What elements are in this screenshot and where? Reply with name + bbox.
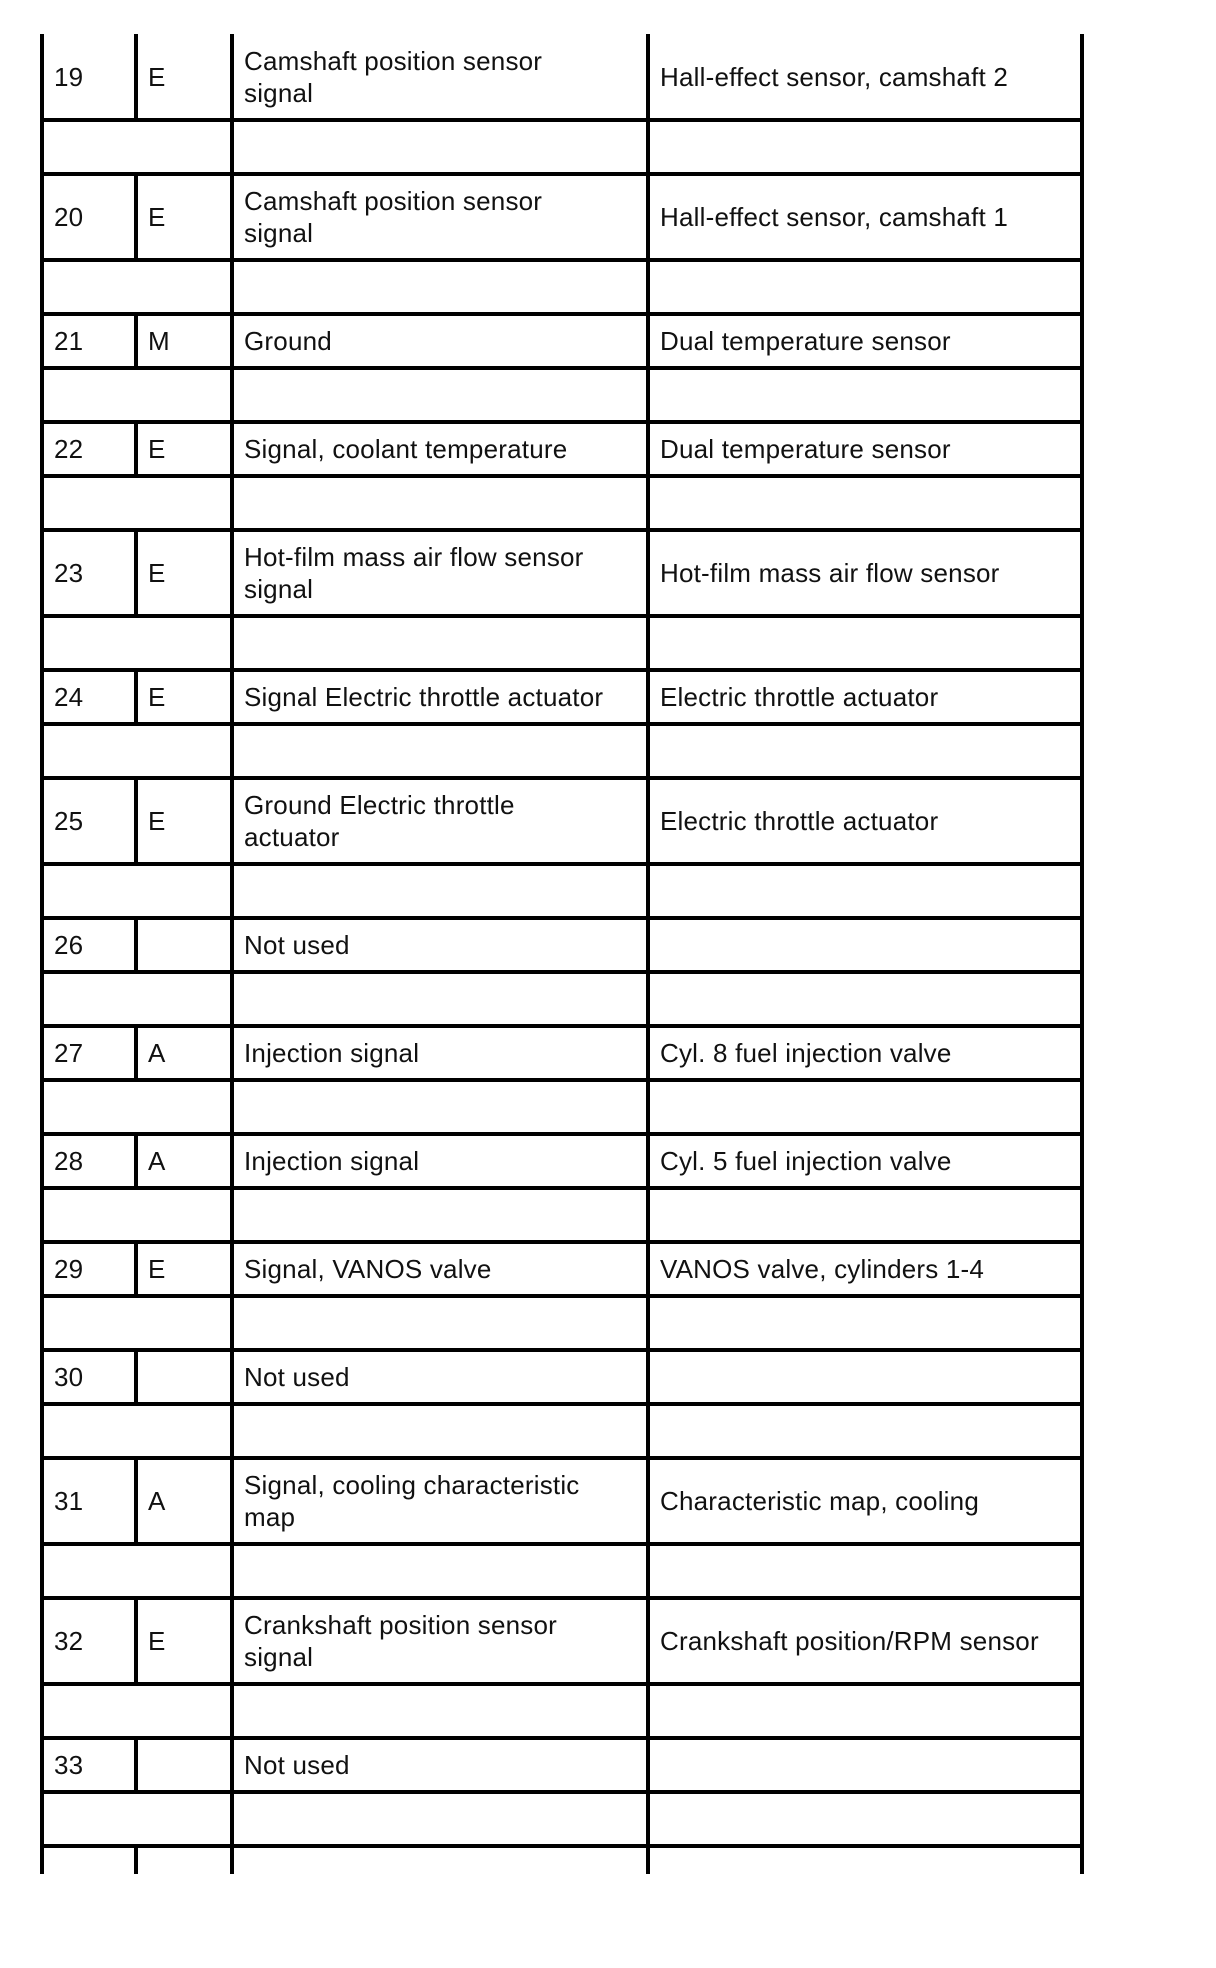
- signal-type-cell: [148, 530, 230, 616]
- column-divider: [646, 368, 650, 422]
- component-cell: [660, 34, 1080, 120]
- column-divider: [1080, 1544, 1084, 1598]
- pin-number-cell: [54, 918, 134, 972]
- signal-type-cell: [148, 1134, 230, 1188]
- column-divider: [40, 174, 44, 260]
- description: [244, 1609, 557, 1673]
- description-cell: [244, 1026, 646, 1080]
- column-divider: [646, 1544, 650, 1598]
- signal-type: E: [148, 1254, 166, 1284]
- description: [244, 1469, 580, 1533]
- description-line: Not used: [244, 1362, 350, 1392]
- description-line: signal: [244, 1642, 314, 1672]
- pin-number-cell: [54, 1026, 134, 1080]
- component-cell: [660, 670, 1080, 724]
- component: Dual temperature sensor: [660, 326, 951, 356]
- column-divider: [646, 314, 650, 368]
- description-cell: [244, 314, 646, 368]
- column-divider: [1080, 174, 1084, 260]
- description-line: Not used: [244, 1750, 350, 1780]
- column-divider: [40, 476, 44, 530]
- column-divider: [40, 1026, 44, 1080]
- component-cell: [660, 1134, 1080, 1188]
- description-cell: [244, 1350, 646, 1404]
- signal-type: E: [148, 62, 166, 92]
- column-divider: [40, 778, 44, 864]
- row-border: [40, 1844, 1084, 1848]
- column-divider: [230, 864, 234, 918]
- description-line: Not used: [244, 930, 350, 960]
- component: Hall-effect sensor, camshaft 1: [660, 202, 1009, 232]
- column-divider: [646, 1792, 650, 1846]
- pin-number: 21: [54, 326, 84, 356]
- column-divider: [230, 1684, 234, 1738]
- column-divider: [1080, 260, 1084, 314]
- column-divider: [230, 34, 234, 120]
- description-cell: [244, 1458, 646, 1544]
- column-divider: [230, 1134, 234, 1188]
- column-divider: [134, 34, 138, 120]
- column-divider: [134, 174, 138, 260]
- column-divider: [646, 422, 650, 476]
- signal-type: E: [148, 1626, 166, 1656]
- column-divider: [646, 1598, 650, 1684]
- column-divider: [40, 1738, 44, 1792]
- description: [244, 185, 542, 249]
- column-divider: [646, 1242, 650, 1296]
- column-divider: [40, 1188, 44, 1242]
- column-divider-continuation: [40, 1846, 44, 1874]
- component: Crankshaft position/RPM sensor: [660, 1626, 1039, 1656]
- description: [244, 433, 567, 465]
- column-divider: [646, 530, 650, 616]
- component: Cyl. 8 fuel injection valve: [660, 1038, 952, 1068]
- column-divider: [1080, 1684, 1084, 1738]
- column-divider: [646, 1404, 650, 1458]
- description-line: Camshaft position sensor: [244, 46, 543, 76]
- column-divider: [1080, 724, 1084, 778]
- column-divider: [230, 1242, 234, 1296]
- description-line: Injection signal: [244, 1038, 420, 1068]
- column-divider: [40, 1350, 44, 1404]
- description-cell: [244, 918, 646, 972]
- column-divider: [646, 174, 650, 260]
- column-divider: [40, 616, 44, 670]
- signal-type-cell: [148, 174, 230, 260]
- column-divider: [646, 972, 650, 1026]
- signal-type: A: [148, 1486, 166, 1516]
- column-divider: [1080, 778, 1084, 864]
- column-divider: [230, 918, 234, 972]
- column-divider: [1080, 864, 1084, 918]
- signal-type-cell: [148, 1598, 230, 1684]
- pin-number-cell: [54, 1598, 134, 1684]
- description: [244, 681, 603, 713]
- column-divider: [40, 918, 44, 972]
- column-divider: [646, 260, 650, 314]
- description-line: Signal, VANOS valve: [244, 1254, 492, 1284]
- column-divider: [40, 1684, 44, 1738]
- column-divider: [646, 1080, 650, 1134]
- description: [244, 541, 584, 605]
- description-cell: [244, 778, 646, 864]
- description: [244, 1361, 350, 1393]
- column-divider: [40, 368, 44, 422]
- pin-number-cell: [54, 422, 134, 476]
- component: VANOS valve, cylinders 1-4: [660, 1254, 985, 1284]
- description-cell: [244, 174, 646, 260]
- signal-type: A: [148, 1146, 166, 1176]
- signal-type: E: [148, 202, 166, 232]
- description-cell: [244, 422, 646, 476]
- column-divider: [1080, 120, 1084, 174]
- column-divider: [1080, 1296, 1084, 1350]
- signal-type-cell: [148, 670, 230, 724]
- component-cell: [660, 1738, 1080, 1792]
- column-divider: [40, 530, 44, 616]
- description: [244, 325, 332, 357]
- column-divider: [1080, 1598, 1084, 1684]
- pin-number: 32: [54, 1626, 84, 1656]
- column-divider: [230, 1404, 234, 1458]
- description-line: signal: [244, 218, 314, 248]
- description-line: signal: [244, 574, 314, 604]
- column-divider: [1080, 1458, 1084, 1544]
- column-divider: [40, 1080, 44, 1134]
- description-cell: [244, 670, 646, 724]
- component-cell: [660, 778, 1080, 864]
- column-divider: [134, 1598, 138, 1684]
- column-divider: [646, 1738, 650, 1792]
- component-cell: [660, 174, 1080, 260]
- column-divider: [134, 778, 138, 864]
- description-cell: [244, 1738, 646, 1792]
- column-divider: [230, 1026, 234, 1080]
- column-divider: [646, 670, 650, 724]
- column-divider: [1080, 368, 1084, 422]
- description: [244, 1749, 350, 1781]
- column-divider: [134, 1242, 138, 1296]
- column-divider-continuation: [230, 1846, 234, 1874]
- column-divider: [646, 1296, 650, 1350]
- column-divider: [134, 422, 138, 476]
- column-divider: [230, 778, 234, 864]
- column-divider: [646, 1134, 650, 1188]
- pin-number-cell: [54, 34, 134, 120]
- pin-number-cell: [54, 1738, 134, 1792]
- description-cell: [244, 530, 646, 616]
- description-line: Signal Electric throttle actuator: [244, 682, 604, 712]
- description-line: Camshaft position sensor: [244, 186, 543, 216]
- component-cell: [660, 1350, 1080, 1404]
- column-divider: [646, 1458, 650, 1544]
- column-divider: [40, 1458, 44, 1544]
- column-divider: [40, 1598, 44, 1684]
- description-line: Signal, coolant temperature: [244, 434, 568, 464]
- column-divider: [646, 476, 650, 530]
- signal-type: E: [148, 434, 166, 464]
- column-divider: [1080, 670, 1084, 724]
- column-divider: [40, 972, 44, 1026]
- column-divider: [230, 1738, 234, 1792]
- column-divider-continuation: [134, 1846, 138, 1874]
- pin-number: 33: [54, 1750, 84, 1780]
- signal-type: A: [148, 1038, 166, 1068]
- column-divider: [1080, 1350, 1084, 1404]
- description-line: Hot-film mass air flow sensor: [244, 542, 584, 572]
- column-divider: [646, 724, 650, 778]
- signal-type-cell: [148, 34, 230, 120]
- column-divider: [646, 616, 650, 670]
- column-divider: [646, 1350, 650, 1404]
- column-divider: [1080, 476, 1084, 530]
- column-divider: [646, 1026, 650, 1080]
- description-line: Ground: [244, 326, 332, 356]
- component-cell: [660, 918, 1080, 972]
- column-divider: [230, 1188, 234, 1242]
- pin-number-cell: [54, 530, 134, 616]
- column-divider: [230, 120, 234, 174]
- description-cell: [244, 1242, 646, 1296]
- description-line: Crankshaft position sensor: [244, 1610, 558, 1640]
- signal-type-cell: [148, 1738, 230, 1792]
- column-divider: [40, 34, 44, 120]
- signal-type: E: [148, 806, 166, 836]
- description-line: map: [244, 1502, 296, 1532]
- column-divider: [230, 972, 234, 1026]
- column-divider: [1080, 616, 1084, 670]
- column-divider: [1080, 1738, 1084, 1792]
- component-cell: [660, 1598, 1080, 1684]
- pin-number: 19: [54, 62, 84, 92]
- component-cell: [660, 1026, 1080, 1080]
- pin-number-cell: [54, 1350, 134, 1404]
- column-divider: [134, 1134, 138, 1188]
- column-divider: [1080, 1188, 1084, 1242]
- pin-number-cell: [54, 1242, 134, 1296]
- column-divider: [134, 670, 138, 724]
- signal-type-cell: [148, 918, 230, 972]
- description-cell: [244, 1134, 646, 1188]
- column-divider: [230, 1350, 234, 1404]
- column-divider: [1080, 1792, 1084, 1846]
- pin-number: 28: [54, 1146, 84, 1176]
- column-divider: [134, 1350, 138, 1404]
- component: Hot-film mass air flow sensor: [660, 558, 1000, 588]
- pin-number: 26: [54, 930, 84, 960]
- description: [244, 789, 515, 853]
- column-divider: [230, 616, 234, 670]
- column-divider: [230, 476, 234, 530]
- column-divider: [230, 530, 234, 616]
- column-divider: [134, 1026, 138, 1080]
- description: [244, 1037, 419, 1069]
- column-divider: [230, 724, 234, 778]
- column-divider-continuation: [646, 1846, 650, 1874]
- pin-number: 25: [54, 806, 84, 836]
- column-divider: [230, 422, 234, 476]
- pin-number: 31: [54, 1486, 84, 1516]
- column-divider: [40, 422, 44, 476]
- column-divider-continuation: [1080, 1846, 1084, 1874]
- column-divider: [40, 724, 44, 778]
- column-divider: [40, 1792, 44, 1846]
- signal-type-cell: [148, 1350, 230, 1404]
- component: Dual temperature sensor: [660, 434, 951, 464]
- signal-type-cell: [148, 1458, 230, 1544]
- column-divider: [1080, 422, 1084, 476]
- description-line: Ground Electric throttle: [244, 790, 515, 820]
- column-divider: [1080, 34, 1084, 120]
- component-cell: [660, 422, 1080, 476]
- column-divider: [134, 314, 138, 368]
- component: Electric throttle actuator: [660, 682, 939, 712]
- column-divider: [646, 1684, 650, 1738]
- pin-number-cell: [54, 1458, 134, 1544]
- component: Characteristic map, cooling: [660, 1486, 979, 1516]
- column-divider: [646, 120, 650, 174]
- pin-number: 24: [54, 682, 84, 712]
- column-divider: [134, 918, 138, 972]
- column-divider: [40, 1134, 44, 1188]
- component-cell: [660, 530, 1080, 616]
- column-divider: [40, 864, 44, 918]
- signal-type: E: [148, 558, 166, 588]
- column-divider: [646, 918, 650, 972]
- column-divider: [230, 368, 234, 422]
- component-cell: [660, 1242, 1080, 1296]
- column-divider: [230, 260, 234, 314]
- pin-number: 29: [54, 1254, 84, 1284]
- description-cell: [244, 34, 646, 120]
- description: [244, 929, 350, 961]
- description-line: signal: [244, 78, 314, 108]
- signal-type: E: [148, 682, 166, 712]
- description-line: actuator: [244, 822, 340, 852]
- signal-type-cell: [148, 1242, 230, 1296]
- column-divider: [1080, 1242, 1084, 1296]
- component-cell: [660, 1458, 1080, 1544]
- component: Cyl. 5 fuel injection valve: [660, 1146, 952, 1176]
- column-divider: [646, 1188, 650, 1242]
- column-divider: [134, 1458, 138, 1544]
- column-divider: [134, 530, 138, 616]
- description: [244, 1253, 492, 1285]
- signal-type-cell: [148, 1026, 230, 1080]
- pin-number: 30: [54, 1362, 84, 1392]
- column-divider: [134, 1738, 138, 1792]
- column-divider: [1080, 1404, 1084, 1458]
- column-divider: [230, 174, 234, 260]
- column-divider: [1080, 972, 1084, 1026]
- description-line: Signal, cooling characteristic: [244, 1470, 580, 1500]
- column-divider: [40, 120, 44, 174]
- column-divider: [1080, 1134, 1084, 1188]
- column-divider: [646, 778, 650, 864]
- column-divider: [230, 1296, 234, 1350]
- column-divider: [646, 864, 650, 918]
- pin-number: 27: [54, 1038, 84, 1068]
- signal-type-cell: [148, 422, 230, 476]
- column-divider: [40, 1296, 44, 1350]
- column-divider: [230, 314, 234, 368]
- pin-number-cell: [54, 314, 134, 368]
- component-cell: [660, 314, 1080, 368]
- column-divider: [230, 670, 234, 724]
- pin-number: 20: [54, 202, 84, 232]
- pin-number: 23: [54, 558, 84, 588]
- column-divider: [40, 670, 44, 724]
- column-divider: [40, 314, 44, 368]
- pin-number-cell: [54, 670, 134, 724]
- pin-number-cell: [54, 174, 134, 260]
- pin-number-cell: [54, 1134, 134, 1188]
- description-line: Injection signal: [244, 1146, 420, 1176]
- column-divider: [40, 1242, 44, 1296]
- pin-number-cell: [54, 778, 134, 864]
- column-divider: [40, 1404, 44, 1458]
- column-divider: [40, 260, 44, 314]
- signal-type-cell: [148, 778, 230, 864]
- column-divider: [1080, 918, 1084, 972]
- pin-number: 22: [54, 434, 84, 464]
- column-divider: [230, 1080, 234, 1134]
- column-divider: [646, 34, 650, 120]
- column-divider: [40, 1544, 44, 1598]
- column-divider: [1080, 530, 1084, 616]
- column-divider: [1080, 1026, 1084, 1080]
- column-divider: [230, 1458, 234, 1544]
- column-divider: [230, 1792, 234, 1846]
- signal-type-cell: [148, 314, 230, 368]
- component: Electric throttle actuator: [660, 806, 939, 836]
- column-divider: [1080, 314, 1084, 368]
- column-divider: [1080, 1080, 1084, 1134]
- signal-type: M: [148, 326, 170, 356]
- column-divider: [230, 1598, 234, 1684]
- description-cell: [244, 1598, 646, 1684]
- column-divider: [230, 1544, 234, 1598]
- description: [244, 45, 542, 109]
- description: [244, 1145, 419, 1177]
- component: Hall-effect sensor, camshaft 2: [660, 62, 1009, 92]
